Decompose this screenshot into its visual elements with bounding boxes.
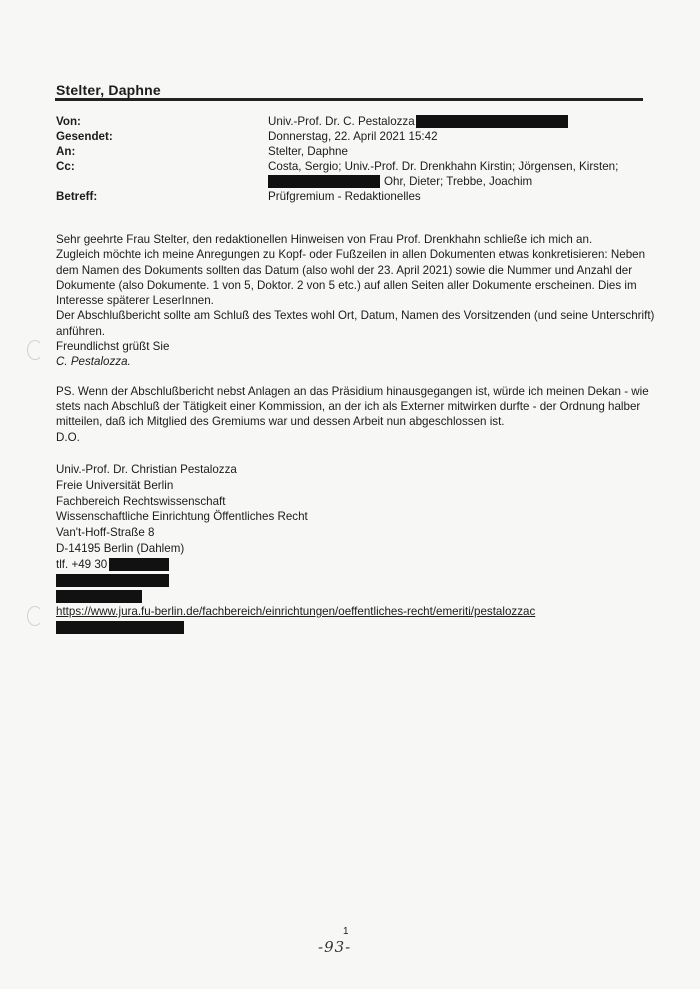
body-line: anführen. (56, 324, 105, 338)
header-label: Betreff: (56, 190, 98, 203)
header-label: An: (56, 145, 76, 158)
redaction-block (56, 574, 169, 587)
punch-hole-mark (27, 340, 43, 360)
header-rule (55, 98, 643, 101)
email-headers (56, 114, 656, 204)
url-line[interactable] (56, 604, 535, 620)
signature: C. Pestalozza. (56, 355, 131, 369)
ps-line: stets nach Abschluß der Tätigkeit einer Kommission, an der ich als Externer mitwirken durfte - der Ordnung halber (56, 399, 641, 413)
sig-line: D-14195 Berlin (Dahlem) (56, 541, 185, 555)
closing: Freundlichst grüßt Sie (56, 340, 170, 354)
header-row-cc (56, 159, 656, 174)
header-row-subject (56, 189, 656, 204)
sig-line: Univ.-Prof. Dr. Christian Pestalozza (56, 463, 237, 476)
header-value: Prüfgremium - Redaktionelles (268, 190, 421, 203)
signature-block (56, 462, 535, 636)
phone-line (56, 557, 535, 573)
ps-line: mitteilen, daß ich Mitglied des Gremiums war und dessen Arbeit nun abgeschlossen ist. (56, 415, 505, 429)
redaction-block (56, 590, 142, 603)
redaction-block (416, 115, 568, 128)
redacted-line (56, 588, 535, 604)
sender-name: Stelter, Daphne (56, 82, 161, 98)
handwritten-page-number: -93- (318, 938, 352, 956)
page-number: 1 (343, 926, 349, 937)
redaction-block (56, 621, 184, 634)
sig-line: Freie Universität Berlin (56, 478, 174, 492)
body-line: Dokumente (also Dokumente. 1 von 5, Doktor. 2 von 5 etc.) auf allen Seiten aller Dokumente erscheinen. Dies im (56, 278, 637, 292)
redacted-line (56, 573, 535, 589)
header-value (268, 114, 568, 129)
header-value (268, 174, 532, 189)
from-value: Univ.-Prof. Dr. C. Pestalozza (268, 115, 415, 128)
sig-line: Fachbereich Rechtswissenschaft (56, 494, 226, 508)
header-row-to (56, 144, 656, 159)
header-row-sent (56, 129, 656, 144)
profile-link[interactable]: https://www.jura.fu-berlin.de/fachbereich/einrichtungen/oeffentliches-recht/emeriti/pestalozzac (56, 605, 536, 619)
punch-hole-mark (27, 606, 43, 626)
cc-value-cont: Ohr, Dieter; Trebbe, Joachim (384, 175, 533, 188)
sig-line: Wissenschaftliche Einrichtung Öffentliches Recht (56, 510, 308, 524)
body-line: Interesse späterer LeserInnen. (56, 294, 214, 308)
header-label: Gesendet: (56, 130, 113, 143)
body-line: Zugleich möchte ich meine Anregungen zu Kopf- oder Fußzeilen in allen Dokumenten etwas konkretisieren: Neben (56, 248, 646, 262)
header-row-from (56, 114, 656, 129)
redaction-block (109, 558, 169, 571)
header-value: Donnerstag, 22. April 2021 15:42 (268, 130, 438, 143)
header-value: Stelter, Daphne (268, 145, 348, 158)
body-line: dem Namen des Dokuments sollten das Datum (also wohl der 23. April 2021) sowie die Nummer und Anzahl der (56, 263, 633, 277)
phone-label: tlf. +49 30 (56, 557, 108, 571)
header-label: Von: (56, 115, 81, 128)
body-line: Der Abschlußbericht sollte am Schluß des Textes wohl Ort, Datum, Namen des Vorsitzenden (und seine Unterschrift) (56, 309, 655, 323)
sig-line: Van't-Hoff-Straße 8 (56, 526, 155, 540)
ps-line: PS. Wenn der Abschlußbericht nebst Anlagen an das Präsidium hinausgegangen ist, würde ich meinen Dekan - wie (56, 384, 649, 398)
initials: D.O. (56, 430, 80, 444)
redacted-line (56, 620, 535, 636)
message-body (56, 232, 656, 445)
header-row-cc-cont (56, 174, 656, 189)
header-label: Cc: (56, 160, 75, 173)
redaction-block (268, 175, 380, 188)
greeting: Sehr geehrte Frau Stelter, den redaktionellen Hinweisen von Frau Prof. Drenkhahn schließe ich mich an. (56, 233, 593, 246)
header-value: Costa, Sergio; Univ.-Prof. Dr. Drenkhahn Kirstin; Jörgensen, Kirsten; (268, 160, 619, 173)
